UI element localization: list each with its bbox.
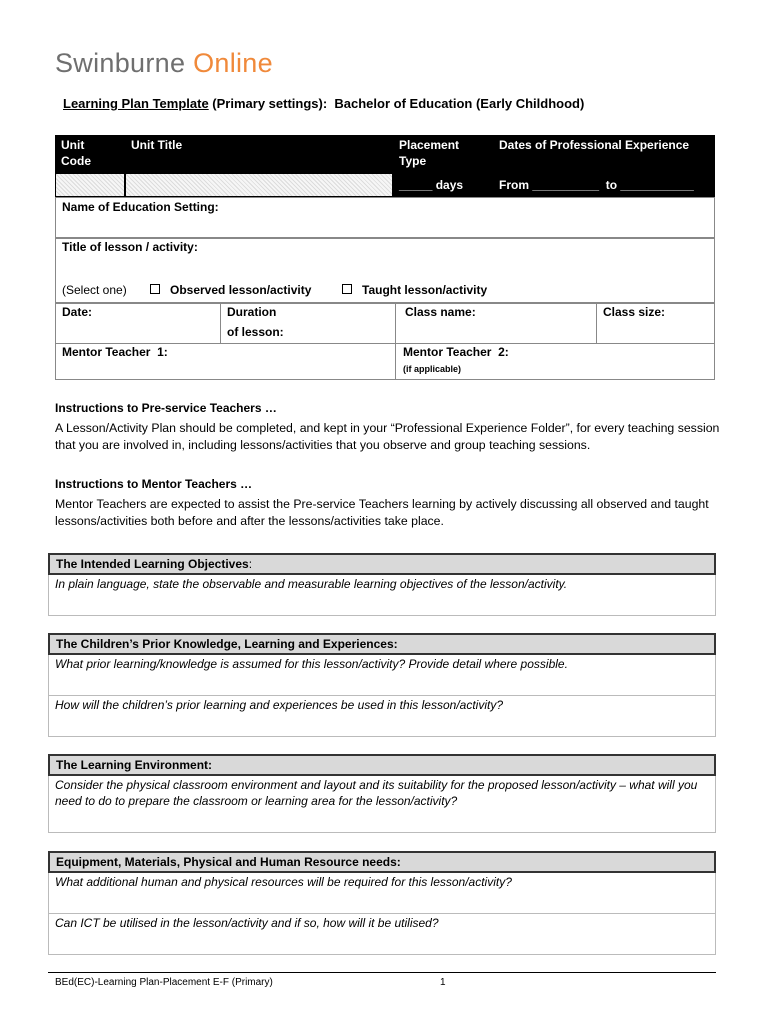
mentor2-label: Mentor Teacher 2: xyxy=(403,345,509,359)
mentor1-label: Mentor Teacher 1: xyxy=(62,345,168,359)
observed-label: Observed lesson/activity xyxy=(170,283,312,297)
prior-prompt-2: How will the children’s prior learning and experiences be used in this lesson/activity? xyxy=(55,698,504,712)
placement-type-label: Placement Type xyxy=(399,138,460,168)
objectives-box[interactable] xyxy=(48,575,716,616)
dates-label: Dates of Professional Experience xyxy=(499,138,690,152)
equipment-prompt-2: Can ICT be utilised in the lesson/activity and if so, how will it be utilised? xyxy=(55,916,439,930)
taught-label: Taught lesson/activity xyxy=(362,283,488,297)
unit-code-field[interactable] xyxy=(55,173,125,197)
footer-page-number: 1 xyxy=(440,977,446,988)
footer-document-code: BEd(EC)-Learning Plan-Placement E-F (Primary) xyxy=(55,977,273,988)
from-to-label: From __________ to ___________ xyxy=(499,178,694,192)
unit-code-label: Unit Code xyxy=(61,138,91,168)
header-placement-type xyxy=(393,135,493,173)
equipment-divider xyxy=(49,913,715,914)
logo-word-swinburne: Swinburne xyxy=(55,48,186,78)
header-dates xyxy=(493,135,715,173)
class-name-label: Class name: xyxy=(405,305,476,319)
mentor-instructions-heading: Instructions to Mentor Teachers … xyxy=(55,477,253,491)
header-unit-code xyxy=(55,135,125,173)
unit-title-label: Unit Title xyxy=(131,138,183,152)
learning-environment-heading: The Learning Environment: xyxy=(48,754,716,776)
class-size-label: Class size: xyxy=(603,305,666,319)
objectives-heading-colon: : xyxy=(248,557,253,571)
duration-label-line1: Duration xyxy=(227,305,277,319)
days-field[interactable] xyxy=(393,173,493,197)
select-one-label: (Select one) xyxy=(62,283,127,297)
if-applicable-label: (if applicable) xyxy=(403,364,462,374)
education-setting-label: Name of Education Setting: xyxy=(62,200,219,214)
equipment-box[interactable] xyxy=(48,873,716,955)
prior-divider xyxy=(49,695,715,696)
taught-option[interactable] xyxy=(342,282,487,298)
duration-label-line2: of lesson: xyxy=(227,325,284,339)
objectives-heading xyxy=(48,553,716,575)
logo-word-online: Online xyxy=(193,48,273,78)
lesson-title-label: Title of lesson / activity: xyxy=(62,240,198,254)
mentor-instructions-text: Mentor Teachers are expected to assist the Pre-service Teachers learning by actively discussing all observed and taught lessons/activities both before and after the lessons/activities take place. xyxy=(55,497,709,528)
title-settings: (Primary settings): xyxy=(208,96,328,111)
equipment-heading: Equipment, Materials, Physical and Human Resource needs: xyxy=(48,851,716,873)
objectives-prompt: In plain language, state the observable and measurable learning objectives of the lesson/activity. xyxy=(55,577,568,591)
unit-title-field[interactable] xyxy=(125,173,393,197)
footer-rule xyxy=(48,972,716,973)
title-degree: Bachelor of Education (Early Childhood) xyxy=(327,96,585,111)
observed-checkbox[interactable] xyxy=(150,284,160,294)
prior-knowledge-box[interactable] xyxy=(48,655,716,737)
dates-field[interactable] xyxy=(493,173,715,197)
prior-prompt-1: What prior learning/knowledge is assumed for this lesson/activity? Provide detail where possible. xyxy=(55,657,568,671)
objectives-heading-text: The Intended Learning Objectives xyxy=(56,557,249,571)
preservice-instructions-text: A Lesson/Activity Plan should be completed, and kept in your “Professional Experience Folder”, for every teaching session that you are involved in, including lessons/activities that you observe and group teaching sessions. xyxy=(55,421,720,452)
environment-prompt: Consider the physical classroom environment and layout and its suitability for the proposed lesson/activity – what will you need to do to prepare the classroom or learning area for the lesson/activity? xyxy=(55,778,698,808)
document-title xyxy=(63,96,584,111)
days-label: _____ days xyxy=(399,178,464,192)
date-label: Date: xyxy=(62,305,93,319)
header-unit-title xyxy=(125,135,393,173)
preservice-instructions-heading: Instructions to Pre-service Teachers … xyxy=(55,401,277,415)
taught-checkbox[interactable] xyxy=(342,284,352,294)
prior-knowledge-heading: The Children’s Prior Knowledge, Learning and Experiences: xyxy=(48,633,716,655)
title-template-name: Learning Plan Template xyxy=(63,96,209,111)
swinburne-online-logo xyxy=(55,48,273,79)
observed-option[interactable] xyxy=(150,282,311,298)
learning-environment-box[interactable] xyxy=(48,776,716,833)
equipment-prompt-1: What additional human and physical resources will be required for this lesson/activity? xyxy=(55,875,512,889)
